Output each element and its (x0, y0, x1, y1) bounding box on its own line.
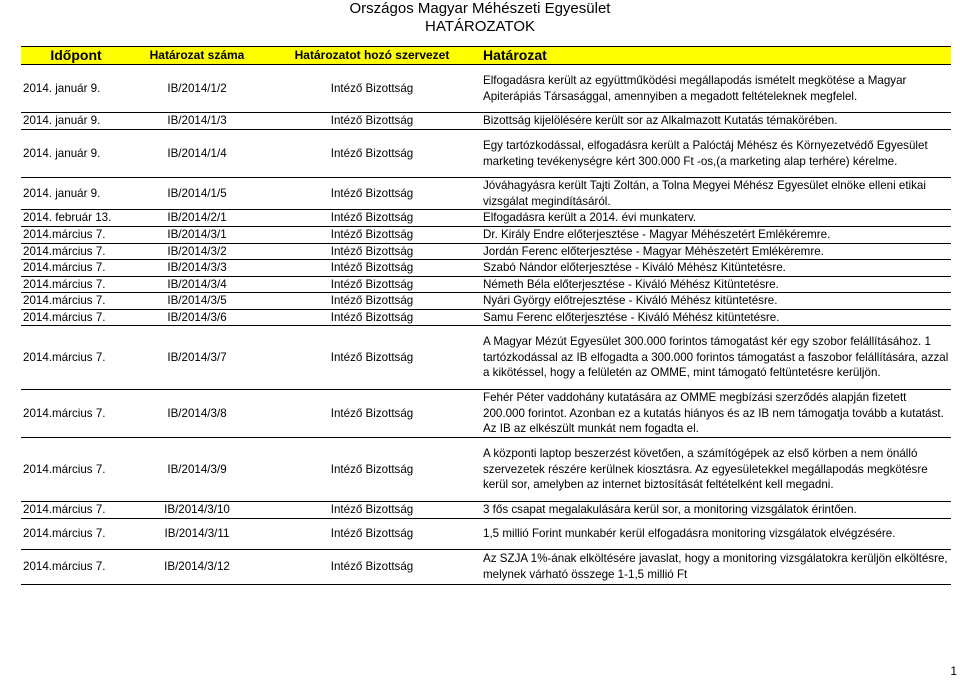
table-row (21, 65, 951, 113)
row-text: Egy tartózkodással, elfogadásra került a Palóctáj Méhész és Környezetvédő Egyesület marketing tevékenységre kért 300.000 Ft -os,(a marketing alap terhére) kérelme. (481, 130, 951, 178)
row-org: Intéző Bizottság (263, 260, 481, 277)
row-text: Elfogadásra került a 2014. évi munkaterv. (481, 210, 951, 227)
table-row (21, 390, 951, 438)
row-org: Intéző Bizottság (263, 276, 481, 293)
column-header-date: Időpont (21, 47, 131, 65)
row-org: Intéző Bizottság (263, 130, 481, 178)
column-header-text: Határozat (481, 47, 951, 65)
table-row (21, 260, 951, 277)
table-row (21, 518, 951, 549)
row-org: Intéző Bizottság (263, 227, 481, 244)
row-org: Intéző Bizottság (263, 113, 481, 130)
row-number: IB/2014/3/10 (131, 502, 263, 519)
row-date: 2014.március 7. (21, 549, 131, 584)
row-org: Intéző Bizottság (263, 178, 481, 210)
row-number: IB/2014/1/5 (131, 178, 263, 210)
row-text: 1,5 millió Forint munkabér kerül elfogadásra monitoring vizsgálatok elvégzésére. (481, 518, 951, 549)
row-number: IB/2014/3/1 (131, 227, 263, 244)
row-text: Samu Ferenc előterjesztése - Kiváló Méhész kitüntetésre. (481, 309, 951, 326)
table-row (21, 309, 951, 326)
table-row (21, 130, 951, 178)
document-title: Országos Magyar Méhészeti Egyesület (349, 0, 611, 17)
row-date: 2014.március 7. (21, 293, 131, 310)
table-header-row (21, 47, 951, 65)
row-org: Intéző Bizottság (263, 326, 481, 390)
row-number: IB/2014/3/7 (131, 326, 263, 390)
column-header-number: Határozat száma (131, 47, 263, 65)
table-row (21, 502, 951, 519)
row-number: IB/2014/3/6 (131, 309, 263, 326)
row-date: 2014.március 7. (21, 243, 131, 260)
row-org: Intéző Bizottság (263, 438, 481, 502)
row-number: IB/2014/1/2 (131, 65, 263, 113)
row-date: 2014.március 7. (21, 309, 131, 326)
row-org: Intéző Bizottság (263, 243, 481, 260)
row-org: Intéző Bizottság (263, 549, 481, 584)
table-row (21, 276, 951, 293)
row-date: 2014. február 13. (21, 210, 131, 227)
row-text: Jordán Ferenc előterjesztése - Magyar Méhészetért Emlékéremre. (481, 243, 951, 260)
row-date: 2014.március 7. (21, 276, 131, 293)
row-org: Intéző Bizottság (263, 293, 481, 310)
row-number: IB/2014/2/1 (131, 210, 263, 227)
row-text: Németh Béla előterjesztése - Kiváló Méhész Kitüntetésre. (481, 276, 951, 293)
row-text: Elfogadásra került az együttműködési megállapodás ismételt megkötése a Magyar Apiterápiás Társasággal, amennyiben a megadott feltételeknek megfelel. (481, 65, 951, 113)
table-row (21, 178, 951, 210)
table-row (21, 227, 951, 244)
row-date: 2014.március 7. (21, 518, 131, 549)
row-date: 2014. január 9. (21, 178, 131, 210)
row-text: 3 fős csapat megalakulására kerül sor, a monitoring vizsgálatok érintően. (481, 502, 951, 519)
table-row (21, 210, 951, 227)
row-org: Intéző Bizottság (263, 309, 481, 326)
row-date: 2014. január 9. (21, 113, 131, 130)
row-date: 2014. január 9. (21, 130, 131, 178)
table-row (21, 113, 951, 130)
row-date: 2014.március 7. (21, 326, 131, 390)
row-date: 2014.március 7. (21, 260, 131, 277)
row-number: IB/2014/3/4 (131, 276, 263, 293)
row-number: IB/2014/1/4 (131, 130, 263, 178)
row-org: Intéző Bizottság (263, 65, 481, 113)
row-date: 2014. január 9. (21, 65, 131, 113)
page-number: 1 (950, 664, 957, 678)
row-date: 2014.március 7. (21, 438, 131, 502)
row-text: Az SZJA 1%-ának elköltésére javaslat, hogy a monitoring vizsgálatokra kerüljön elköltésre, melynek várható összege 1-1,5 millió Ft (481, 549, 951, 584)
table-row (21, 243, 951, 260)
row-number: IB/2014/3/12 (131, 549, 263, 584)
row-date: 2014.március 7. (21, 390, 131, 438)
row-number: IB/2014/3/9 (131, 438, 263, 502)
table-row (21, 438, 951, 502)
row-text: A Magyar Mézút Egyesület 300.000 forintos támogatást kér egy szobor felállításához. 1 tartózkodással az IB elfogadta a 300.000 forintos támogatást a faszobor felállítására, azzal a kikötéssel, hogy a felületén az OMME, mint támogató feltüntetésre kerüljön. (481, 326, 951, 390)
row-org: Intéző Bizottság (263, 210, 481, 227)
row-text: Fehér Péter vaddohány kutatására az OMME megbízási szerződés alapján fizetett 200.000 forintot. Azonban ez a kutatás hiányos és az IB nem támogatja tovább a kutatást. Az IB az elkészült munkát nem fogadta el. (481, 390, 951, 438)
row-text: Jóváhagyásra került Tajti Zoltán, a Tolna Megyei Méhész Egyesület elnöke elleni etikai vizsgálat megindításáról. (481, 178, 951, 210)
row-date: 2014.március 7. (21, 502, 131, 519)
table-row (21, 549, 951, 584)
document-subtitle: HATÁROZATOK (424, 18, 535, 35)
row-number: IB/2014/3/2 (131, 243, 263, 260)
row-org: Intéző Bizottság (263, 390, 481, 438)
table-row (21, 293, 951, 310)
row-text: A központi laptop beszerzést követően, a számítógépek az első körben a nem önálló szervezetek részére kerülnek kiosztásra. Az egyesületekkel megállapodás megkötésre kerül sor, amelyben az internet biztosítását feltételként kell megadni. (481, 438, 951, 502)
row-number: IB/2014/3/5 (131, 293, 263, 310)
row-number: IB/2014/1/3 (131, 113, 263, 130)
resolutions-table (21, 46, 951, 585)
row-text: Szabó Nándor előterjesztése - Kiváló Méhész Kitüntetésre. (481, 260, 951, 277)
row-text: Bizottság kijelölésére került sor az Alkalmazott Kutatás témakörében. (481, 113, 951, 130)
row-org: Intéző Bizottság (263, 518, 481, 549)
row-date: 2014.március 7. (21, 227, 131, 244)
row-number: IB/2014/3/8 (131, 390, 263, 438)
row-number: IB/2014/3/3 (131, 260, 263, 277)
row-org: Intéző Bizottság (263, 502, 481, 519)
table-row (21, 326, 951, 390)
row-number: IB/2014/3/11 (131, 518, 263, 549)
column-header-org: Határozatot hozó szervezet (263, 47, 481, 65)
row-text: Nyári György előtrejesztése - Kiváló Méhész kitüntetésre. (481, 293, 951, 310)
row-text: Dr. Király Endre előterjesztése - Magyar Méhészetért Emlékéremre. (481, 227, 951, 244)
